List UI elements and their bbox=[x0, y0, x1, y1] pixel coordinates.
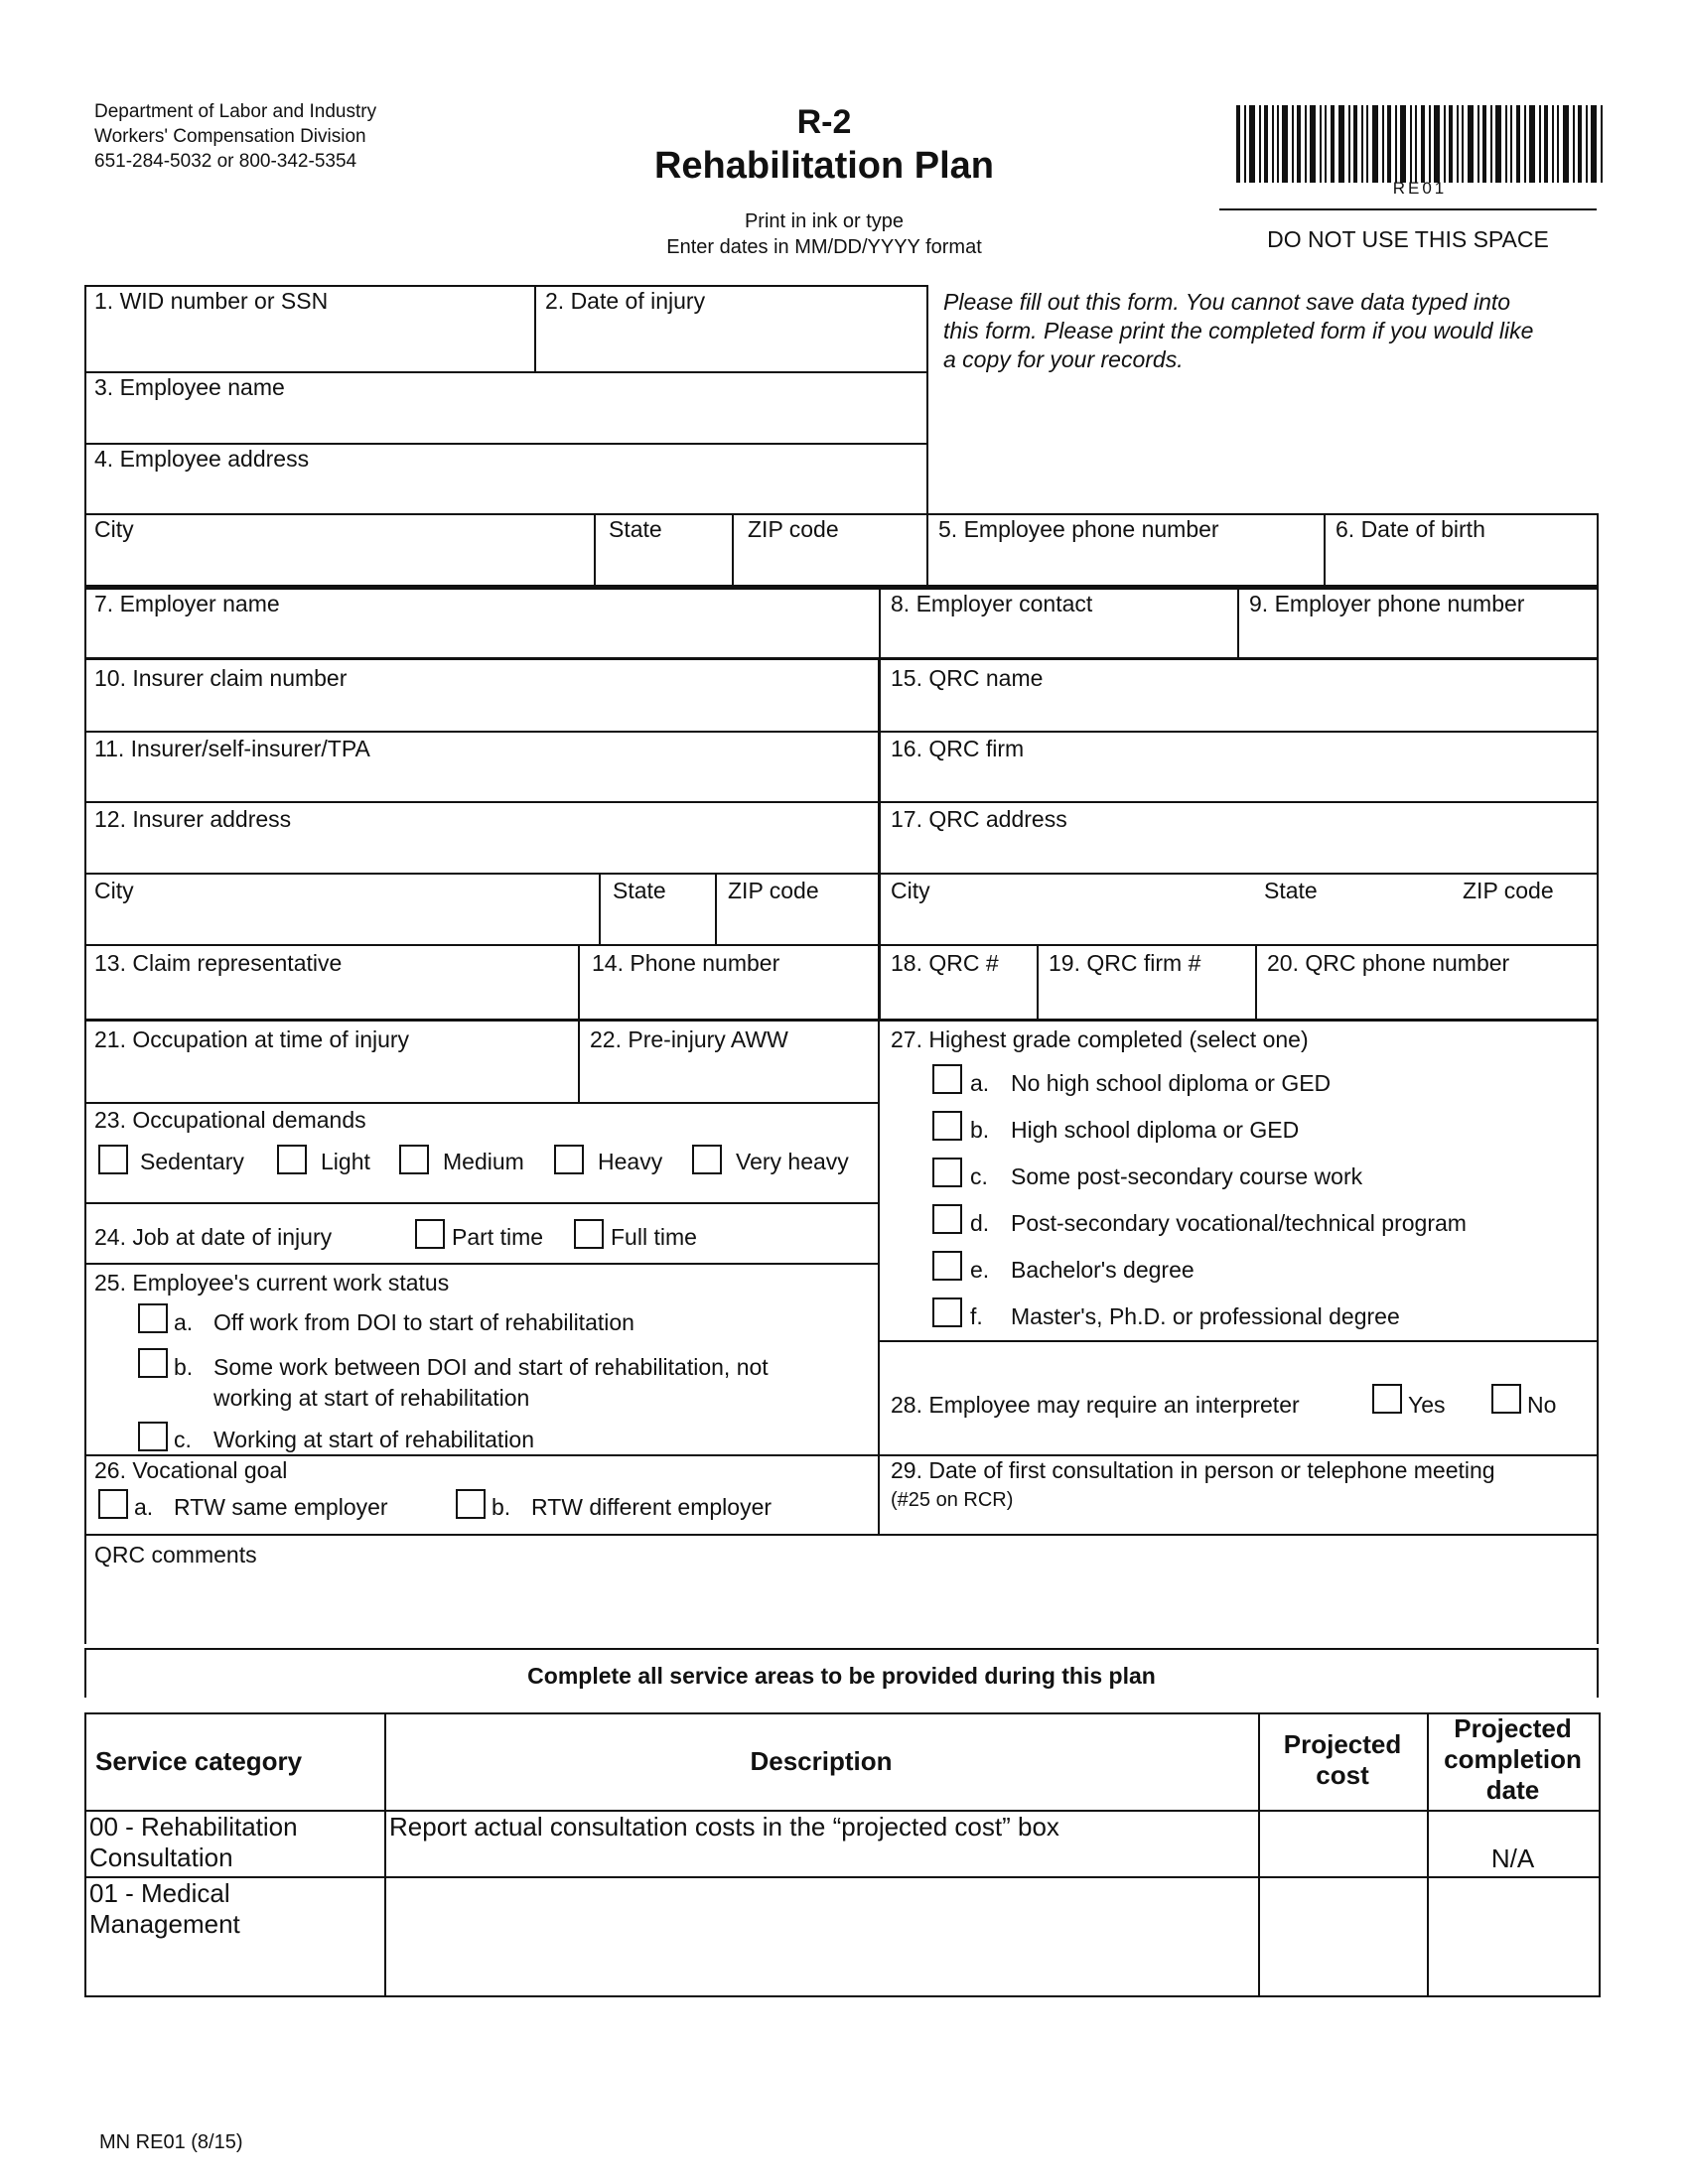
demand-light-label: Light bbox=[321, 1149, 370, 1174]
field-qrc-city: City bbox=[891, 878, 930, 903]
field-occupational-demands: 23. Occupational demands bbox=[94, 1107, 366, 1133]
grade-a-letter: a. bbox=[970, 1070, 990, 1096]
col-date-line-2: completion bbox=[1444, 1744, 1582, 1774]
grade-e-letter: e. bbox=[970, 1257, 990, 1283]
col-date-line-3: date bbox=[1485, 1775, 1540, 1805]
form-code: MN RE01 (8/15) bbox=[99, 2131, 243, 2153]
field-employee-city: City bbox=[94, 516, 134, 542]
status-a-checkbox[interactable] bbox=[138, 1303, 168, 1333]
field-claim-representative: 13. Claim representative bbox=[94, 950, 343, 976]
grade-d-letter: d. bbox=[970, 1210, 990, 1236]
demand-heavy-label: Heavy bbox=[598, 1149, 663, 1174]
field-work-status: 25. Employee's current work status bbox=[94, 1270, 450, 1296]
goal-a-checkbox[interactable] bbox=[98, 1489, 128, 1519]
job-part-time-label: Part time bbox=[452, 1224, 544, 1250]
field-employer-contact: 8. Employer contact bbox=[891, 591, 1093, 616]
job-full-time-checkbox[interactable] bbox=[574, 1219, 604, 1249]
col-date-line-1: Projected bbox=[1454, 1713, 1572, 1743]
grade-c-label: Some post-secondary course work bbox=[1011, 1163, 1363, 1189]
job-part-time-checkbox[interactable] bbox=[415, 1219, 445, 1249]
notice-text bbox=[943, 288, 1533, 374]
grade-e-checkbox[interactable] bbox=[932, 1251, 962, 1281]
field-insurer-city: City bbox=[94, 878, 134, 903]
field-job-at-injury: 24. Job at date of injury bbox=[94, 1224, 333, 1250]
field-qrc-firm-number: 19. QRC firm # bbox=[1049, 950, 1201, 976]
status-c-letter: c. bbox=[174, 1427, 192, 1452]
goal-b-label: RTW different employer bbox=[531, 1494, 773, 1520]
field-first-consultation: 29. Date of first consultation in person or telephone meeting bbox=[891, 1457, 1495, 1483]
field-vocational-goal: 26. Vocational goal bbox=[94, 1457, 288, 1483]
grade-a-checkbox[interactable] bbox=[932, 1064, 962, 1094]
dept-line-2: Workers' Compensation Division bbox=[94, 126, 366, 147]
dept-line-1: Department of Labor and Industry bbox=[94, 101, 377, 122]
interpreter-yes-label: Yes bbox=[1408, 1392, 1446, 1418]
row-0-category bbox=[89, 1812, 298, 1873]
field-qrc-zip: ZIP code bbox=[1463, 878, 1554, 903]
grade-c-letter: c. bbox=[970, 1163, 988, 1189]
demand-sedentary-checkbox[interactable] bbox=[98, 1145, 128, 1174]
field-qrc-state: State bbox=[1264, 878, 1318, 903]
col-cost-line-1: Projected bbox=[1283, 1729, 1402, 1759]
barcode bbox=[1236, 105, 1604, 183]
field-date-of-injury: 2. Date of injury bbox=[545, 288, 706, 314]
row-1-category bbox=[89, 1878, 240, 1940]
field-insurer-address: 12. Insurer address bbox=[94, 806, 292, 832]
department-info bbox=[94, 99, 376, 174]
demand-very-heavy-label: Very heavy bbox=[736, 1149, 849, 1174]
row-1-category-line-1: 01 - Medical bbox=[89, 1878, 230, 1908]
field-insurer-phone: 14. Phone number bbox=[592, 950, 780, 976]
field-qrc-phone: 20. QRC phone number bbox=[1267, 950, 1510, 976]
instruction-dates: Enter dates in MM/DD/YYYY format bbox=[666, 236, 982, 258]
grade-b-label: High school diploma or GED bbox=[1011, 1117, 1300, 1143]
status-c-checkbox[interactable] bbox=[138, 1422, 168, 1451]
interpreter-yes-checkbox[interactable] bbox=[1372, 1384, 1402, 1414]
col-projected-date bbox=[1427, 1713, 1599, 1806]
field-pre-injury-aww: 22. Pre-injury AWW bbox=[590, 1026, 788, 1052]
demand-heavy-checkbox[interactable] bbox=[554, 1145, 584, 1174]
interpreter-no-label: No bbox=[1527, 1392, 1557, 1418]
field-employer-phone: 9. Employer phone number bbox=[1249, 591, 1525, 616]
field-employee-name: 3. Employee name bbox=[94, 374, 285, 400]
field-employee-address: 4. Employee address bbox=[94, 446, 310, 472]
field-first-consultation-note: (#25 on RCR) bbox=[891, 1489, 1014, 1511]
field-qrc-comments: QRC comments bbox=[94, 1542, 257, 1568]
field-employee-zip: ZIP code bbox=[748, 516, 839, 542]
field-occupation: 21. Occupation at time of injury bbox=[94, 1026, 410, 1052]
field-insurer-claim-number: 10. Insurer claim number bbox=[94, 665, 348, 691]
status-b-checkbox[interactable] bbox=[138, 1348, 168, 1378]
service-banner: Complete all service areas to be provided during this plan bbox=[527, 1663, 1156, 1689]
field-wid-ssn: 1. WID number or SSN bbox=[94, 288, 329, 314]
grade-c-checkbox[interactable] bbox=[932, 1158, 962, 1187]
form-title: Rehabilitation Plan bbox=[653, 145, 995, 187]
field-insurer: 11. Insurer/self-insurer/TPA bbox=[94, 736, 370, 761]
goal-a-label: RTW same employer bbox=[174, 1494, 388, 1520]
form-number: R-2 bbox=[796, 103, 852, 141]
goal-b-checkbox[interactable] bbox=[456, 1489, 486, 1519]
status-b-label-2: working at start of rehabilitation bbox=[213, 1385, 530, 1411]
demand-very-heavy-checkbox[interactable] bbox=[692, 1145, 722, 1174]
status-b-letter: b. bbox=[174, 1354, 194, 1380]
demand-sedentary-label: Sedentary bbox=[140, 1149, 244, 1174]
col-service-category: Service category bbox=[95, 1746, 303, 1776]
field-employee-state: State bbox=[609, 516, 662, 542]
grade-f-label: Master's, Ph.D. or professional degree bbox=[1011, 1303, 1400, 1329]
grade-b-letter: b. bbox=[970, 1117, 990, 1143]
status-a-letter: a. bbox=[174, 1309, 194, 1335]
row-0-category-line-2: Consultation bbox=[89, 1843, 233, 1872]
field-qrc-number: 18. QRC # bbox=[891, 950, 999, 976]
row-1-category-line-2: Management bbox=[89, 1909, 240, 1939]
grade-b-checkbox[interactable] bbox=[932, 1111, 962, 1141]
col-projected-cost bbox=[1258, 1729, 1427, 1791]
grade-a-label: No high school diploma or GED bbox=[1011, 1070, 1332, 1096]
col-description: Description bbox=[750, 1746, 893, 1776]
field-qrc-name: 15. QRC name bbox=[891, 665, 1044, 691]
grade-e-label: Bachelor's degree bbox=[1011, 1257, 1195, 1283]
notice-line-1: Please fill out this form. You cannot save data typed into bbox=[943, 289, 1511, 315]
notice-line-2: this form. Please print the completed form if you would like bbox=[943, 318, 1534, 343]
office-use-label: DO NOT USE THIS SPACE bbox=[1267, 226, 1549, 252]
demand-medium-checkbox[interactable] bbox=[399, 1145, 429, 1174]
field-qrc-firm: 16. QRC firm bbox=[891, 736, 1025, 761]
field-insurer-zip: ZIP code bbox=[728, 878, 819, 903]
goal-a-letter: a. bbox=[134, 1494, 154, 1520]
field-insurer-state: State bbox=[613, 878, 666, 903]
job-full-time-label: Full time bbox=[611, 1224, 697, 1250]
field-highest-grade: 27. Highest grade completed (select one) bbox=[891, 1026, 1309, 1052]
status-b-label-1: Some work between DOI and start of rehabilitation, not bbox=[213, 1354, 769, 1380]
grade-d-label: Post-secondary vocational/technical program bbox=[1011, 1210, 1467, 1236]
barcode-text: RE01 bbox=[1392, 179, 1448, 198]
grade-f-letter: f. bbox=[970, 1303, 983, 1329]
field-date-of-birth: 6. Date of birth bbox=[1336, 516, 1485, 542]
status-c-label: Working at start of rehabilitation bbox=[213, 1427, 535, 1452]
col-cost-line-2: cost bbox=[1316, 1760, 1369, 1790]
goal-b-letter: b. bbox=[492, 1494, 511, 1520]
field-qrc-address: 17. QRC address bbox=[891, 806, 1067, 832]
grade-d-checkbox[interactable] bbox=[932, 1204, 962, 1234]
row-0-category-line-1: 00 - Rehabilitation bbox=[89, 1812, 298, 1842]
demand-light-checkbox[interactable] bbox=[277, 1145, 307, 1174]
status-a-label: Off work from DOI to start of rehabilitation bbox=[213, 1309, 634, 1335]
field-interpreter: 28. Employee may require an interpreter bbox=[891, 1392, 1300, 1418]
row-0-date: N/A bbox=[1490, 1843, 1535, 1873]
field-employer-name: 7. Employer name bbox=[94, 591, 280, 616]
interpreter-no-checkbox[interactable] bbox=[1491, 1384, 1521, 1414]
field-employee-phone: 5. Employee phone number bbox=[938, 516, 1219, 542]
demand-medium-label: Medium bbox=[443, 1149, 524, 1174]
row-0-description: Report actual consultation costs in the “projected cost” box bbox=[389, 1812, 1059, 1842]
instruction-ink: Print in ink or type bbox=[744, 210, 905, 232]
notice-line-3: a copy for your records. bbox=[943, 346, 1184, 372]
dept-line-3: 651-284-5032 or 800-342-5354 bbox=[94, 151, 357, 172]
grade-f-checkbox[interactable] bbox=[932, 1297, 962, 1327]
